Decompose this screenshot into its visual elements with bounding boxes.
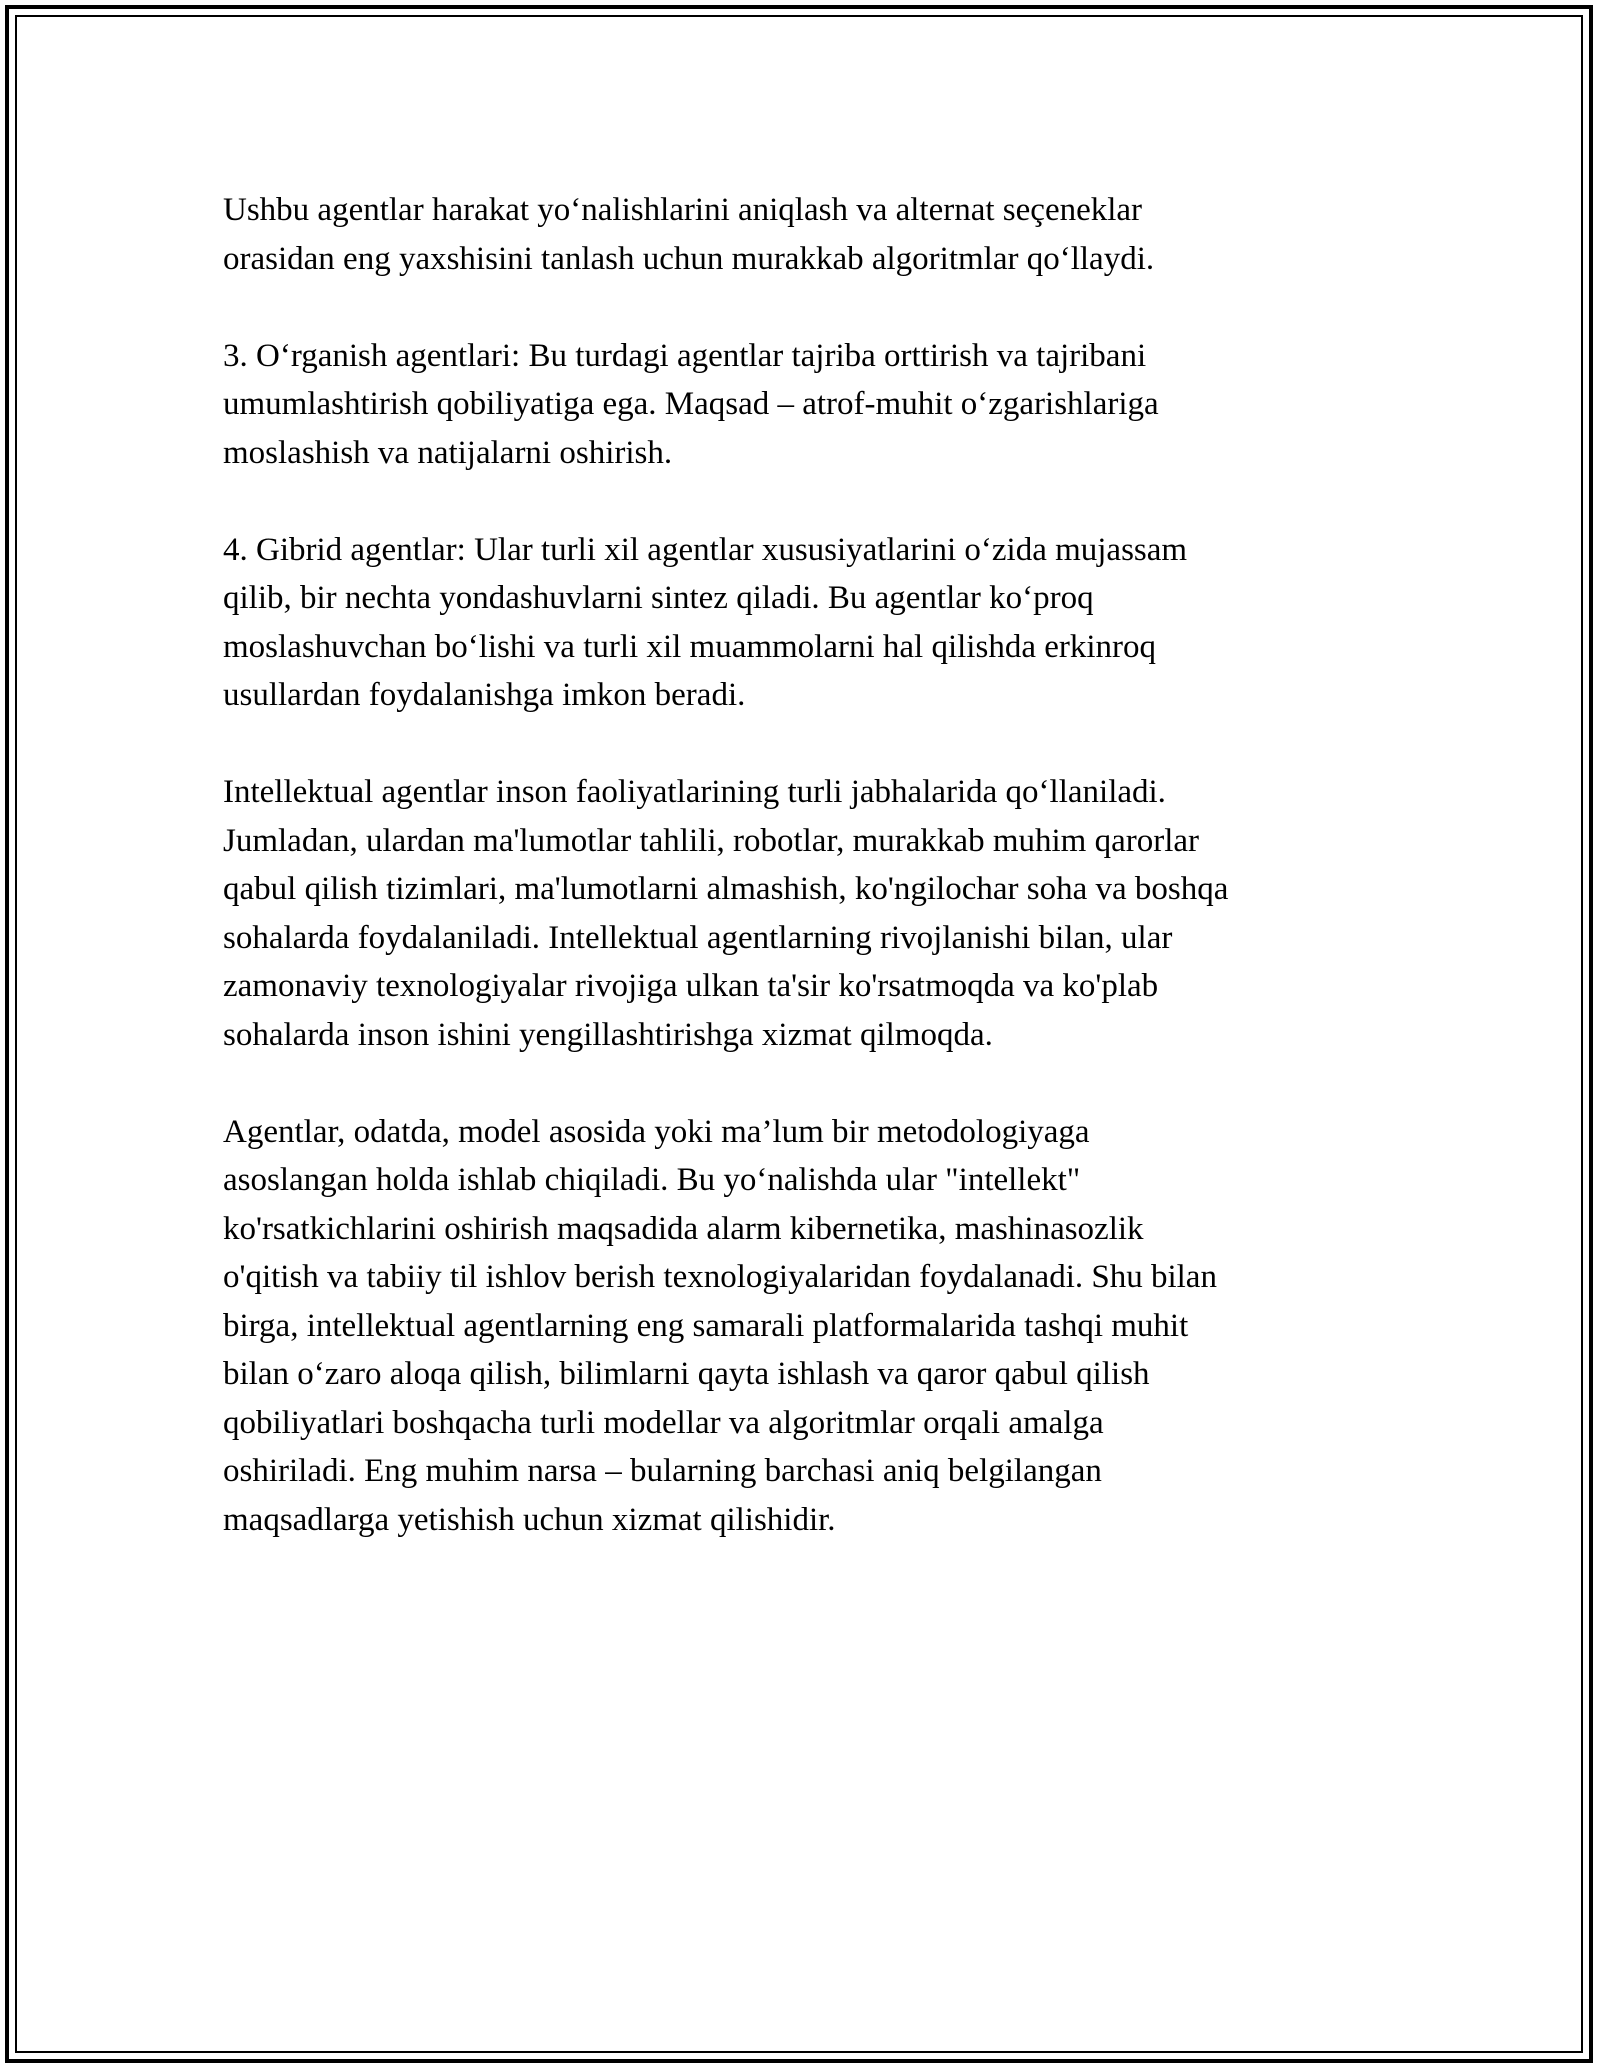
text-line: 3. O‘rganish agentlari: Bu turdagi agentlar tajriba orttirish va tajribani — [223, 337, 1147, 374]
text-line: sohalarda foydalaniladi. Intellektual agentlarning rivojlanishi bilan, ular — [223, 919, 1173, 956]
text-line: qabul qilish tizimlari, ma'lumotlarni almashish, ko'ngilochar soha va boshqa — [223, 871, 1229, 907]
text-line: Intellektual agentlar inson faoliyatlarining turli jabhalarida qo‘llaniladi. — [223, 774, 1166, 810]
text-line: o'qitish va tabiiy til ishlov berish texnologiyalaridan foydalanadi. Shu bilan — [223, 1259, 1217, 1295]
text-line: ko'rsatkichlarini oshirish maqsadida alarm kibernetika, mashinasozlik — [223, 1210, 1144, 1247]
text-line: qobiliyatlari boshqacha turli modellar va algoritmlar orqali amalga — [223, 1404, 1104, 1441]
text-line: moslashish va natijalarni oshirish. — [223, 434, 673, 471]
text-line: sohalarda inson ishini yengillashtirishga xizmat qilmoqda. — [223, 1016, 993, 1053]
text-line: qilib, bir nechta yondashuvlarni sintez qiladi. Bu agentlar ko‘proq — [223, 580, 1094, 616]
text-line: Ushbu agentlar harakat yo‘nalishlarini aniqlash va alternat seçeneklar — [223, 192, 1143, 228]
text-line: oshiriladi. Eng muhim narsa – bularning barchasi aniq belgilangan — [223, 1453, 1102, 1489]
paragraph-agent-algorithms — [223, 186, 1373, 283]
text-line: zamonaviy texnologiyalar rivojiga ulkan ta'sir ko'rsatmoqda va ko'plab — [223, 968, 1159, 1004]
document-body — [223, 186, 1373, 1593]
text-line: bilan o‘zaro aloqa qilish, bilimlarni qayta ishlash va qaror qabul qilish — [223, 1356, 1150, 1392]
text-line: usullardan foydalanishga imkon beradi. — [223, 677, 746, 713]
text-line: maqsadlarga yetishish uchun xizmat qilishidir. — [223, 1501, 836, 1538]
text-line: orasidan eng yaxshisini tanlash uchun murakkab algoritmlar qo‘llaydi. — [223, 240, 1155, 277]
text-line: umumlashtirish qobiliyatiga ega. Maqsad – atrof-muhit o‘zgarishlariga — [223, 386, 1159, 422]
paragraph-applications — [223, 768, 1373, 1059]
text-line: 4. Gibrid agentlar: Ular turli xil agentlar xususiyatlarini o‘zida mujassam — [223, 531, 1188, 568]
text-line: Jumladan, ulardan ma'lumotlar tahlili, robotlar, murakkab muhim qarorlar — [223, 822, 1200, 859]
paragraph-learning-agents — [223, 332, 1373, 478]
paragraph-methodology — [223, 1108, 1373, 1545]
text-line: moslashuvchan bo‘lishi va turli xil muammolarni hal qilishda erkinroq — [223, 628, 1157, 665]
text-line: asoslangan holda ishlab chiqiladi. Bu yo‘nalishda ular "intellekt" — [223, 1162, 1081, 1198]
paragraph-hybrid-agents — [223, 526, 1373, 720]
text-line: Agentlar, odatda, model asosida yoki ma’lum bir metodologiyaga — [223, 1113, 1090, 1150]
text-line: birga, intellektual agentlarning eng samarali platformalarida tashqi muhit — [223, 1307, 1189, 1344]
